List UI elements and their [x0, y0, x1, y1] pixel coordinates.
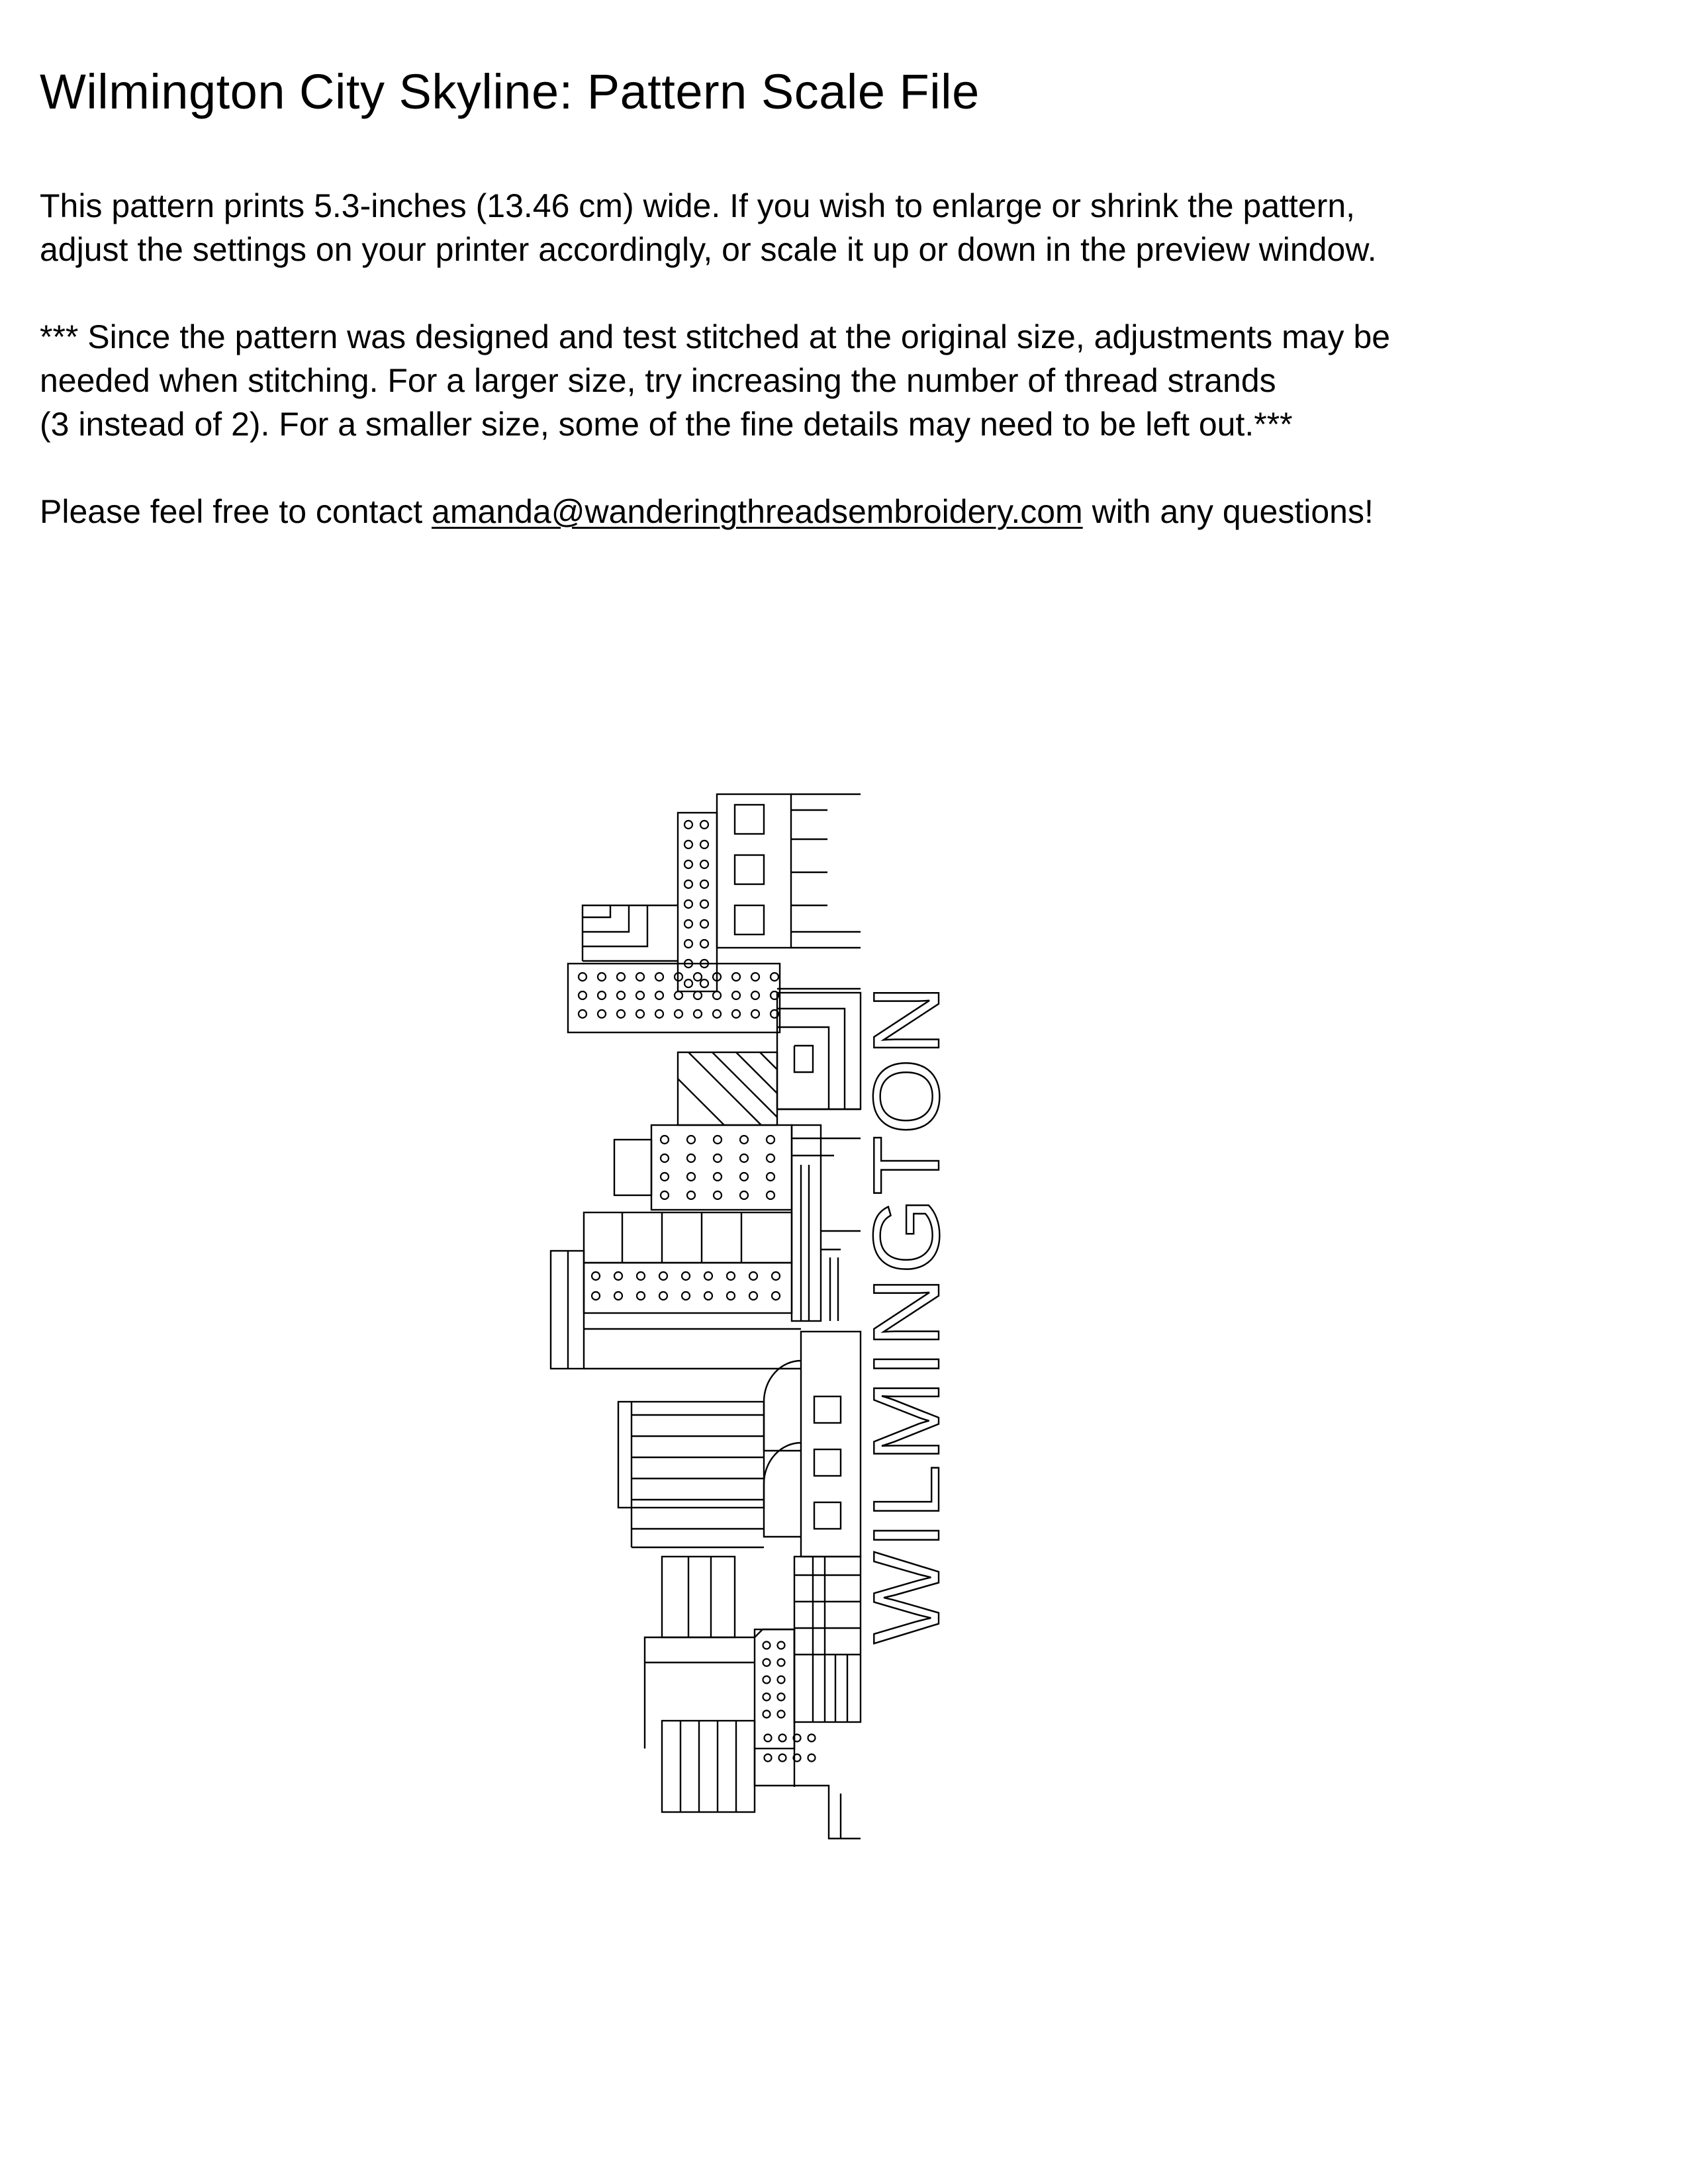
window-dot [772, 1292, 780, 1300]
window-dot [659, 1292, 667, 1300]
window-dot [637, 1292, 645, 1300]
window-dot [714, 1136, 722, 1144]
window-dot [637, 1272, 645, 1280]
window-dot [636, 1010, 644, 1018]
window-dot [778, 1676, 785, 1684]
window-dot [763, 1694, 771, 1701]
window-dot [684, 860, 692, 868]
window-dot [749, 1292, 757, 1300]
spiral-square-building [777, 989, 861, 1109]
window-dot [684, 841, 692, 848]
window-dot [740, 1154, 748, 1162]
window-dot [684, 880, 692, 888]
window-dot [763, 1711, 771, 1718]
window-dot [617, 1010, 625, 1018]
window-dot [598, 991, 606, 999]
tower-top [717, 794, 861, 948]
window-dot [661, 1173, 669, 1181]
window-dot [765, 1735, 772, 1742]
window-dot [740, 1173, 748, 1181]
small-left-block [614, 1140, 651, 1195]
contact-email-link[interactable]: amanda@wanderingthreadsembroidery.com [432, 493, 1083, 530]
window-dot [772, 1272, 780, 1280]
window-dot [636, 991, 644, 999]
window-dot [700, 841, 708, 848]
window-dot [684, 821, 692, 829]
window-dot [682, 1292, 690, 1300]
window-dot [684, 940, 692, 948]
window-dot [659, 1272, 667, 1280]
window-dot [732, 991, 740, 999]
dotted-column-dots [684, 821, 708, 987]
contact-prefix: Please feel free to contact [40, 493, 432, 530]
window-dot [687, 1154, 695, 1162]
window-dot [700, 900, 708, 908]
window-dot [614, 1292, 622, 1300]
window-dot [704, 1272, 712, 1280]
columned-building [584, 1212, 792, 1263]
window-dot [694, 991, 702, 999]
window-dot [713, 991, 721, 999]
window-dot [655, 991, 663, 999]
left-base-building [551, 1251, 801, 1369]
window-dot [778, 1642, 785, 1649]
window-dot [682, 1272, 690, 1280]
window-dot [779, 1754, 786, 1762]
window-dot [592, 1272, 600, 1280]
window-dot [808, 1735, 816, 1742]
window-dot [765, 1754, 772, 1762]
window-dot [617, 991, 625, 999]
window-dot [655, 1010, 663, 1018]
intro-line-2: adjust the settings on your printer accordingly, or scale it up or down in the preview window. [40, 231, 1377, 268]
intro-line-1: This pattern prints 5.3-inches (13.46 cm) wide. If you wish to enlarge or shrink the pattern, [40, 187, 1356, 224]
long-dotted-building [584, 1263, 792, 1313]
window-dot [614, 1272, 622, 1280]
window-dot [700, 860, 708, 868]
window-dot [751, 991, 759, 999]
note-line-3: (3 instead of 2). For a smaller size, some of the fine details may need to be left out.*** [40, 406, 1293, 443]
window-dot [684, 920, 692, 928]
window-dot [684, 979, 692, 987]
window-dot [700, 880, 708, 888]
dotted-column [678, 813, 717, 991]
window-dot [687, 1173, 695, 1181]
window-dot [714, 1154, 722, 1162]
window-dot [751, 1010, 759, 1018]
window-dot [751, 973, 759, 981]
window-dot [700, 940, 708, 948]
stepped-base-building [645, 1629, 861, 1839]
page-title: Wilmington City Skyline: Pattern Scale File [40, 64, 980, 119]
contact-suffix: with any questions! [1082, 493, 1374, 530]
window-dot [714, 1191, 722, 1199]
window-dot [767, 1136, 774, 1144]
window-dot [714, 1173, 722, 1181]
window-dot [732, 973, 740, 981]
window-dot [661, 1191, 669, 1199]
window-dot [767, 1154, 774, 1162]
window-dot [687, 1136, 695, 1144]
window-dot [592, 1292, 600, 1300]
window-dot [700, 920, 708, 928]
window-dot [732, 1010, 740, 1018]
window-dot [727, 1272, 735, 1280]
window-dot [694, 1010, 702, 1018]
window-dot [778, 1659, 785, 1666]
window-dot [598, 973, 606, 981]
lower-columned-building [662, 1557, 861, 1722]
stepped-base-dots [763, 1642, 816, 1762]
window-dot [749, 1272, 757, 1280]
window-dot [778, 1711, 785, 1718]
note-line-2: needed when stitching. For a larger size, try increasing the number of thread strands [40, 362, 1276, 399]
skyline-city-word: WILMINGTON [854, 1008, 959, 1644]
window-dot [700, 821, 708, 829]
window-dot [687, 1191, 695, 1199]
window-dot [740, 1191, 748, 1199]
window-dot [579, 1010, 586, 1018]
window-dot [767, 1173, 774, 1181]
window-dot [636, 973, 644, 981]
window-dot [684, 900, 692, 908]
window-dot [579, 991, 586, 999]
window-dot [655, 973, 663, 981]
window-dot [771, 973, 778, 981]
window-dot [778, 1694, 785, 1701]
window-dot [704, 1292, 712, 1300]
window-dot [675, 1010, 682, 1018]
horizontal-striped-building [618, 1402, 764, 1547]
window-dot [763, 1642, 771, 1649]
window-dot [579, 973, 586, 981]
note-line-1: *** Since the pattern was designed and test stitched at the original size, adjustments may be [40, 318, 1391, 355]
window-dot [763, 1659, 771, 1666]
window-dot [767, 1191, 774, 1199]
long-dotted-building-dots [592, 1272, 780, 1300]
window-dot [779, 1735, 786, 1742]
window-dot [727, 1292, 735, 1300]
window-dot [808, 1754, 816, 1762]
window-dot [694, 973, 702, 981]
window-dot [675, 991, 682, 999]
window-dot [763, 1676, 771, 1684]
window-dot [598, 1010, 606, 1018]
dotted-grid-dots [661, 1136, 774, 1199]
window-dot [713, 1010, 721, 1018]
nested-corner-building [583, 905, 678, 961]
vertical-striped-tower [792, 1125, 861, 1321]
diagonal-stripe-building [678, 1052, 777, 1125]
window-dot [661, 1154, 669, 1162]
window-dot [661, 1136, 669, 1144]
window-dot [700, 979, 708, 987]
window-dot [617, 973, 625, 981]
window-dot [740, 1136, 748, 1144]
domed-building [764, 1332, 861, 1557]
